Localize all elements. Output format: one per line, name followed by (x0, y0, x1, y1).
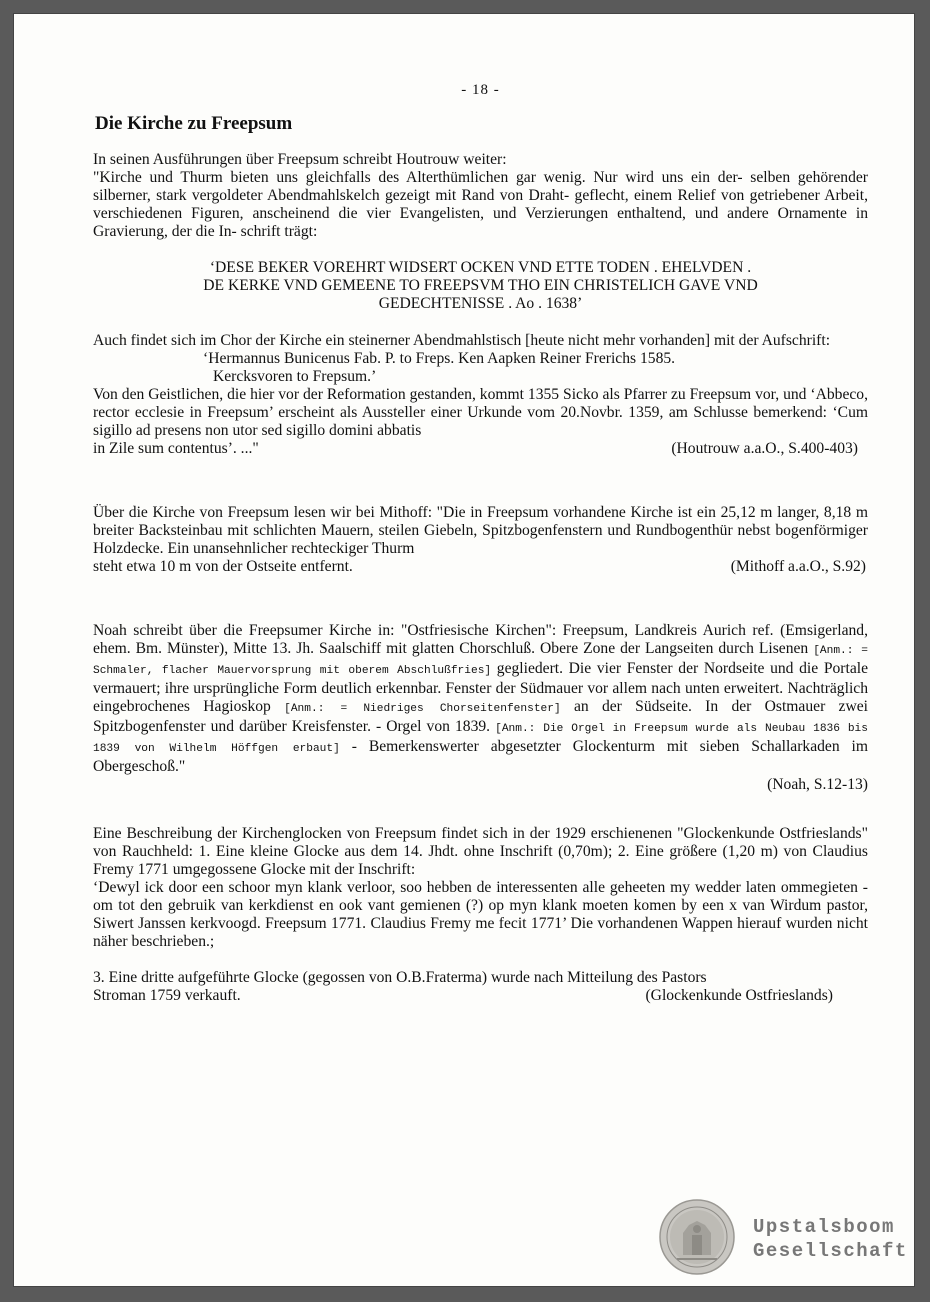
source-glockenkunde: (Glockenkunde Ostfrieslands) (645, 987, 833, 1004)
third-bell-last-text: Stroman 1759 verkauft. (93, 987, 241, 1004)
noah-part-3: an der Südseite. In der Ostmauer zwei Spitzbogenfenster und darüber Kreisfenster. - Orgel von 1839. (93, 698, 868, 735)
note-hagioskop: [Anm.: = Niedriges Chorseitenfenster] (284, 703, 561, 715)
section-bells-text: Eine Beschreibung der Kirchenglocken von Freepsum findet sich in der 1929 erschienenen "Glockenkunde Ostfrieslands" von Rauchheld: 1. Eine kleine Glocke aus dem 14. Jhdt. ohne Inschrift (0,70m); 2. Eine größere (1,20 m) von Claudius Fremy 1771 umgegossene Glocke mit der Inschrift: (93, 825, 868, 878)
section-bells-quote: ‘Dewyl ick door een schoor myn klank verloor, soo hebben de interessenten alle geheeten my wedder laten ommegieten - om tot den gebruik van kerkdienst en ook vant gemienen (?) op myn klank moeten komen by een x van Wirdum pastor, Siwert Janssen kerkvoogd. Freepsum 1771. Claudius Fremy me fecit 1771’ Die vorhandenen Wappen hierauf wurden nicht näher beschrieben.; (93, 879, 868, 950)
noah-part-2: gegliedert. Die vier Fenster der Nordseite und die Portale vermauert; ihre ursprüngliche Form deutlich erkennbar. Fenster der Südmauer vor allem nach unten erweitert. Nachträglich eingebrochenes Hagioskop (93, 660, 868, 715)
section-clergy-text: Von den Geistlichen, die hier vor der Reformation gestanden, kommt 1355 Sicko als Pfarrer zu Freepsum vor, und ‘Abbeco, rector ecclesie in Freepsum’ erscheint als Aussteller einer Urkunde vom 20.Novbr. 1359, am Schlusse bemerkend: ‘Cum sigillo ad presens non utor sed sigillo domini abbatis (93, 386, 868, 439)
org-line-2: Gesellschaft (753, 1240, 908, 1262)
inscription-line: GEDECHTENISSE . Ao . 1638’ (378, 295, 583, 312)
section-noah-text (93, 622, 868, 776)
section-houtrouw-quote: "Kirche und Thurm bieten uns gleichfalls des Alterthümlichen gar wenig. Nur wird uns ein der- selben gehörender silberner, stark vergoldeter Abendmahlskelch gezeigt mit Rand von Draht- geflecht, einem Relief von getriebener Arbeit, verschiedenen Figuren, anscheinend die vier Evangelisten, und Verzierungen enthaltend, und andere Ornamente in Gravierung, der die In- schrift trägt: (93, 169, 868, 240)
clergy-last-text: in Zile sum contentus’. ..." (93, 440, 259, 457)
note-lisenen: [Anm.: = Schmaler, flacher Mauervorsprung mit oberem Abschlußfries] (93, 645, 868, 677)
altar-inscription-line: ‘Hermannus Bunicenus Fab. P. to Freps. Ken Aapken Reiner Frerichs 1585. (203, 350, 676, 367)
section-houtrouw-intro: In seinen Ausführungen über Freepsum schreibt Houtrouw weiter: (93, 151, 507, 168)
clergy-last-line (93, 440, 868, 458)
document-content (93, 81, 868, 1005)
section-altar-text: Auch findet sich im Chor der Kirche ein steinerner Abendmahlstisch [heute nicht mehr vorhanden] mit der Aufschrift: (93, 332, 831, 349)
noah-part-4: - Bemerkenswerter abgesetzter Glockenturm mit sieben Schallarkaden im Obergeschoß." (93, 738, 868, 775)
chalice-inscription (93, 259, 868, 313)
mithoff-last-text: steht etwa 10 m von der Ostseite entfernt. (93, 558, 353, 575)
inscription-line: ‘DESE BEKER VOREHRT WIDSERT OCKEN VND ETTE TODEN . EHELVDEN . (209, 259, 752, 276)
altar-inscription (93, 350, 868, 386)
page-title: Die Kirche zu Freepsum (95, 113, 293, 134)
noah-part-1: Noah schreibt über die Freepsumer Kirche in: "Ostfriesische Kirchen": Freepsum, Landkreis Aurich ref. (Emsigerland, ehem. Bm. Münster), Mitte 13. Jh. Saalschiff mit glatten Chorschluß. Obere Zone der Langseiten durch Lisenen (93, 622, 868, 657)
section-mithoff-text: Über die Kirche von Freepsum lesen wir bei Mithoff: "Die in Freepsum vorhandene Kirche ist ein 25,12 m langer, 8,18 m breiter Backsteinbau mit schlichten Mauern, steilen Giebeln, Spitzbogenfenstern und Rundbogenthür nebst bogenförmiger Holzdecke. Ein unansehnlicher rechteckiger Thurm (93, 504, 868, 557)
document-page (13, 13, 915, 1287)
source-noah: (Noah, S.12-13) (767, 776, 868, 793)
mithoff-last-line (93, 558, 868, 576)
inscription-line: DE KERKE VND GEMEENE TO FREEPSVM THO EIN CHRISTELICH GAVE VND (203, 277, 758, 294)
note-orgel: [Anm.: Die Orgel in Freepsum wurde als Neubau 1836 bis 1839 von Wilhelm Höffgen erbaut] (93, 723, 868, 755)
section-third-bell: 3. Eine dritte aufgeführte Glocke (gegossen von O.B.Fraterma) wurde nach Mitteilung des Pastors (93, 969, 707, 986)
altar-inscription-line: Kercksvoren to Frepsum.’ (213, 368, 377, 385)
organization-name (753, 1215, 908, 1263)
page-number: - 18 - (461, 82, 500, 98)
org-line-1: Upstalsboom (753, 1216, 895, 1238)
source-houtrouw: (Houtrouw a.a.O., S.400-403) (671, 440, 858, 457)
seal-icon (659, 1199, 735, 1275)
source-mithoff: (Mithoff a.a.O., S.92) (730, 558, 866, 575)
third-bell-last-line (93, 987, 868, 1005)
